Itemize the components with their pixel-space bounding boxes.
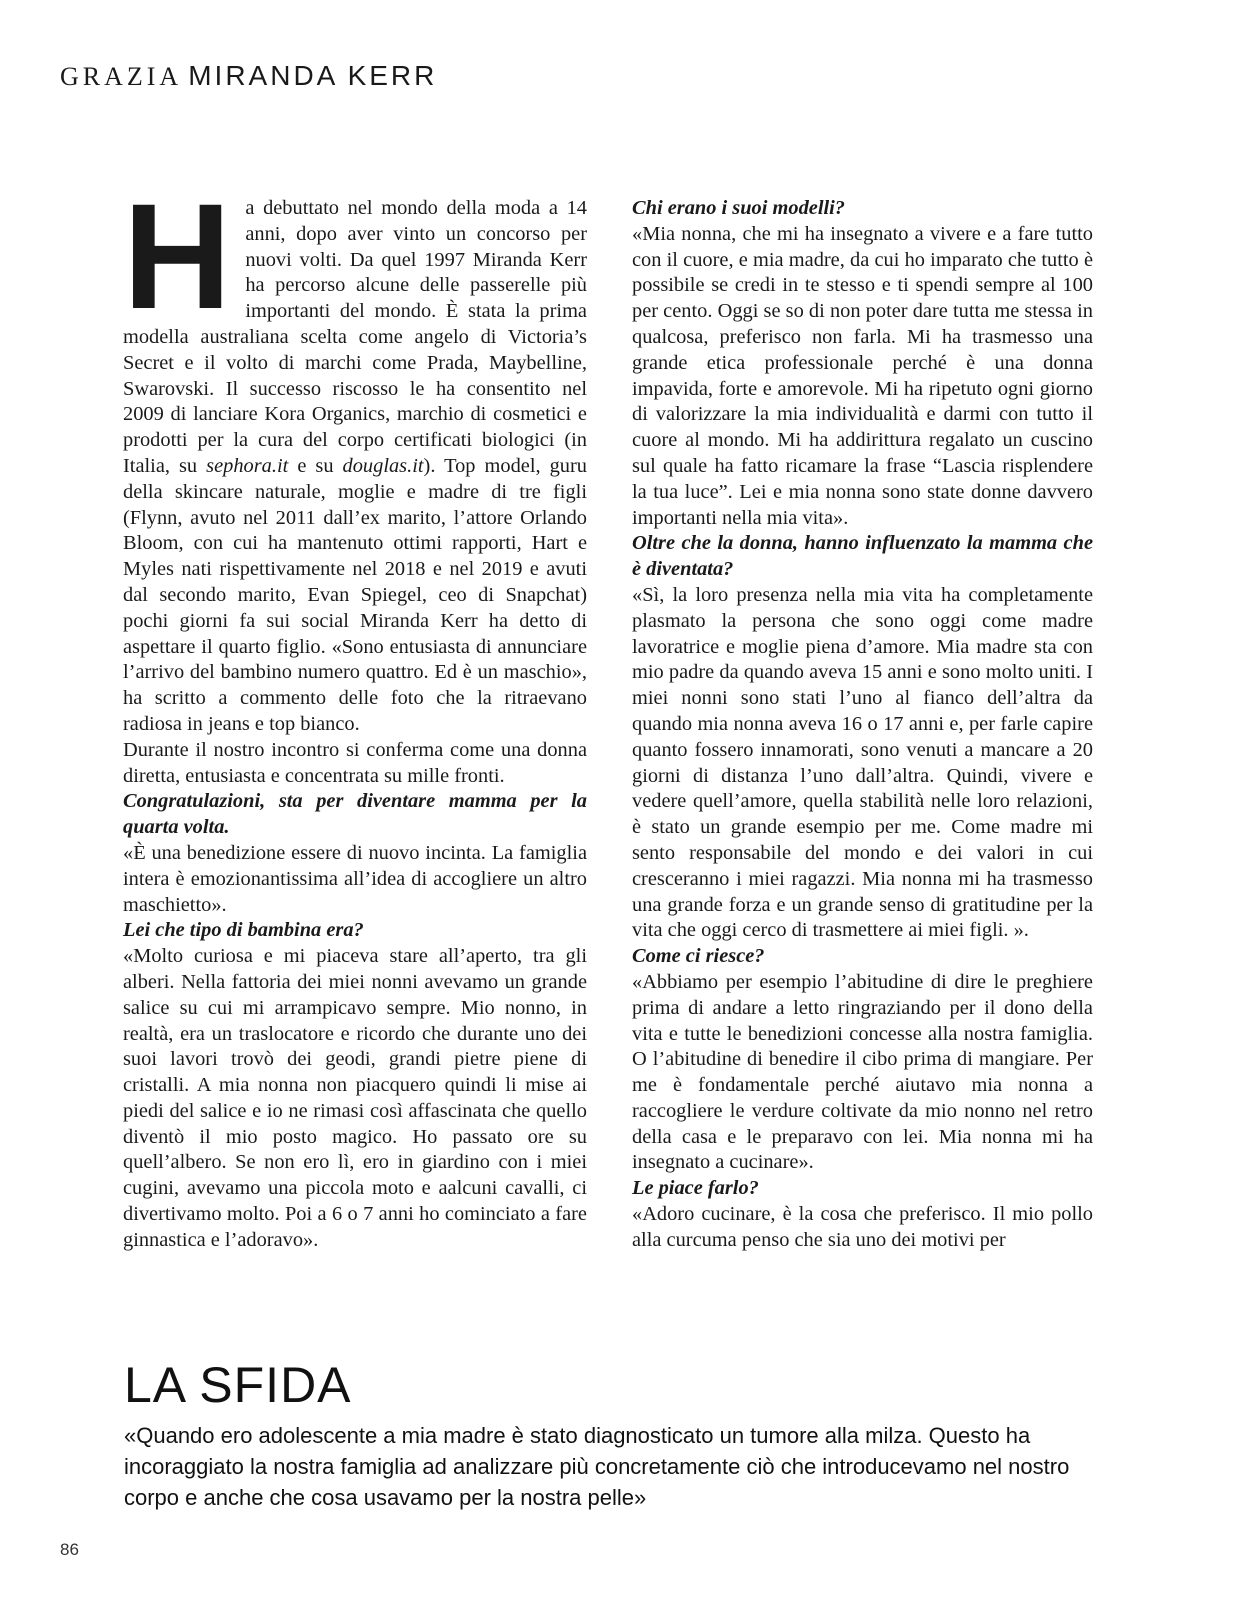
answer-5: «Abbiamo per esempio l’abitudine di dire le preghiere prima di andare a letto ringraziando per il dono della vita e tutte le benedizioni concesse alla nostra famiglia. O l’abitudine di benedire il cibo prima di mangiare. Per me è fondamentale perché aiutavo mia nonna a raccogliere le verdure coltivate da mio nonno nel retro della casa e le preparavo con lei. Mia nonna mi ha insegnato a cucinare». — [632, 970, 1093, 1174]
question-5: Come ci riesce? — [632, 945, 765, 968]
article-subject: MIRANDA KERR — [188, 60, 438, 91]
link-sephora: sephora.it — [206, 454, 289, 477]
question-3: Chi erano i suoi modelli? — [632, 197, 846, 219]
left-column — [123, 172, 587, 1254]
intro-paragraph — [123, 172, 587, 738]
answer-2: «Molto curiosa e mi piaceva stare all’aperto, tra gli alberi. Nella fattoria dei miei nonni avevamo un grande salice su cui mi arrampicavo sempre. Mio nonno, in realtà, era un traslocatore e ricordo che durante uno dei suoi lavori trovò dei geodi, grandi pietre piene di cristalli. A mia nonna non piacquero quindi li mise ai piedi del salice e io ne rimasi così affascinata che quello diventò il mio posto magico. Ho passato ore su quell’albero. Se non ero lì, ero in giardino con i miei cugini, avevamo una piccola moto e aalcuni cavalli, ci divertivamo molto. Poi a 6 o 7 anni ho cominciato a fare ginnastica e l’adoravo». — [123, 945, 587, 1251]
link-douglas: douglas.it — [342, 454, 424, 477]
right-column — [632, 196, 1093, 1254]
pull-quote-title: LA SFIDA — [124, 1357, 352, 1413]
drop-cap: H — [123, 172, 232, 340]
page-number: 86 — [60, 1540, 79, 1559]
answer-3: «Mia nonna, che mi ha insegnato a vivere e a fare tutto con il cuore, e mia madre, da cui ho imparato che tutto è possibile se credi in te stesso e ti spendi sempre al 100 per cento. Oggi se so di non poter dare tutta me stessa in qualcosa, preferisco non farla. Mi ha trasmesso una grande etica professionale perché è una donna impavida, forte e amorevole. Mi ha ripetuto ogni giorno di valorizzare la mia individualità e darmi con tutto il cuore al mondo. Mi ha addirittura regalato un cuscino sul quale ha fatto ricamare la frase “Lascia risplendere la tua luce”. Lei e mia nonna sono state donne davvero importanti nella mia vita». — [632, 222, 1093, 529]
magazine-brand: GRAZIA — [60, 62, 183, 91]
question-4: Oltre che la donna, hanno influenzato la mamma che è diventata? — [632, 532, 1093, 581]
running-header — [60, 60, 437, 92]
intro-text-2: ). Top model, guru della skincare naturale, moglie e madre di tre figli (Flynn, avuto nel 2011 dall’ex marito, l’attore Orlando Bloom, con cui ha mantenuto ottimi rapporti, Hart e Myles nati rispettivamente nel 2018 e nel 2019 e avuti dal secondo marito, Evan Spiegel, ceo di Snapchat) pochi giorni fa sui social Miranda Kerr ha detto di aspettare il quarto figlio. «Sono entusiasta di annunciare l’arrivo del bambino numero quattro. Ed è un maschio», ha scritto a commento delle foto che la ritraevano radiosa in jeans e top bianco. — [123, 454, 587, 735]
pull-quote-text: «Quando ero adolescente a mia madre è stato diagnosticato un tumore alla milza. Questo ha incoraggiato la nostra famiglia ad analizzare più concretamente ciò che introducevamo nel nostro corpo e anche che cosa usavamo per la nostra pelle» — [124, 1423, 1070, 1510]
intro-join: e su — [288, 454, 343, 477]
question-1: Congratulazioni, sta per diventare mamma per la quarta volta. — [123, 790, 587, 839]
intro-paragraph-2: Durante il nostro incontro si conferma come una donna diretta, entusiasta e concentrata su mille fronti. — [123, 738, 587, 787]
intro-text-1: a debuttato nel mondo della moda a 14 anni, dopo aver vinto un concorso per nuovi volti. Da quel 1997 Miranda Kerr ha percorso alcune delle passerelle più importanti del mondo. È stata la prima modella australiana scelta come angelo di Victoria’s Secret e il volto di marchi come Prada, Maybelline, Swarovski. Il successo riscosso le ha consentito nel 2009 di lanciare Kora Organics, marchio di cosmetici e prodotti per la cura del corpo certificati biologici (in Italia, su — [123, 197, 587, 477]
answer-1: «È una benedizione essere di nuovo incinta. La famiglia intera è emozionantissima all’idea di accogliere un altro maschietto». — [123, 841, 587, 916]
question-6: Le piace farlo? — [632, 1177, 759, 1200]
answer-6: «Adoro cucinare, è la cosa che preferisco. Il mio pollo alla curcuma penso che sia uno dei motivi per — [632, 1203, 1093, 1251]
question-2: Lei che tipo di bambina era? — [123, 919, 364, 942]
answer-4: «Sì, la loro presenza nella mia vita ha completamente plasmato la persona che sono oggi come madre lavoratrice e moglie piena d’amore. Mia madre sta con mio padre da quando aveva 15 anni e sono molto uniti. I miei nonni sono stati l’uno al fianco dell’altra da quando mia nonna aveva 16 o 17 anni e, per farle capire quanto fossero innamorati, sono venuti a mancare a 20 giorni di distanza l’uno dall’altra. Quindi, vivere e vedere quell’amore, quella stabilità nelle loro relazioni, è stato un grande esempio per me. Come madre mi sento responsabile del mondo e dei valori in cui cresceranno i miei ragazzi. Mia nonna mi ha trasmesso una grande forza e un grande senso di gratitudine per la vita che oggi cerco di trasmettere ai miei figli. ». — [632, 583, 1093, 942]
